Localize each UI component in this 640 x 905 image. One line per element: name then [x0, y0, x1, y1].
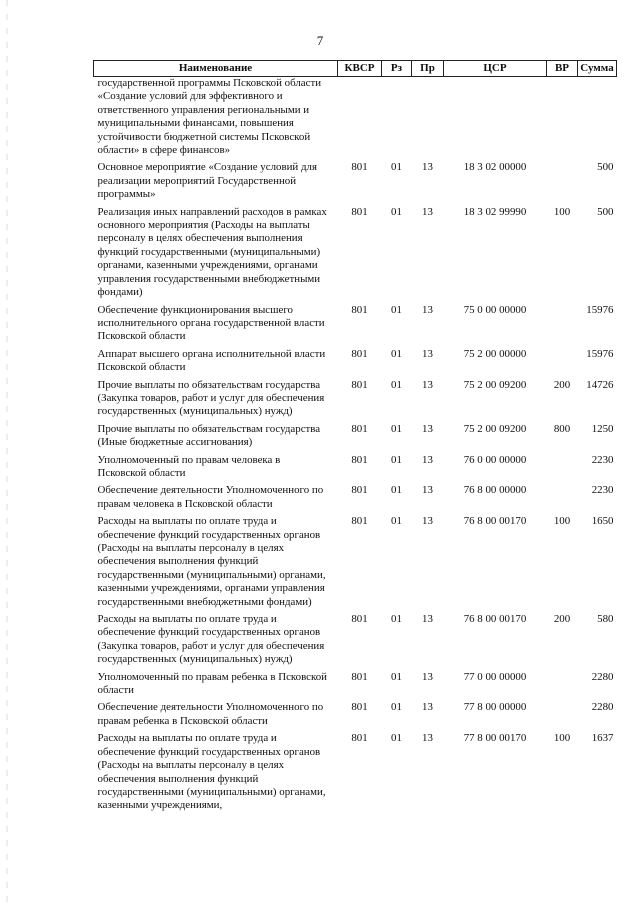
table-row — [94, 450, 617, 481]
row-rz-cell: 01 — [391, 422, 402, 435]
row-kvsr-cell: 801 — [351, 347, 368, 360]
row-rz-cell: 01 — [391, 205, 402, 218]
table-row — [94, 728, 617, 812]
row-rz-cell: 01 — [391, 161, 402, 174]
row-sum-cell: 500 — [597, 161, 614, 174]
row-vr-cell: 100 — [553, 515, 571, 528]
row-kvsr-cell: 801 — [351, 453, 368, 466]
row-pr-cell: 13 — [422, 347, 433, 360]
table-row — [94, 157, 617, 201]
row-rz-cell: 01 — [391, 515, 402, 528]
table-row — [94, 419, 617, 450]
row-name-cell: Расходы на выплаты по оплате труда и обеспечение функций государственных органов (Закупка товаров, работ и услуг для обеспечения государственных (муниципальных) нужд) — [97, 613, 325, 666]
row-kvsr-cell: 801 — [351, 205, 368, 218]
row-kvsr-cell: 801 — [351, 515, 368, 528]
row-sum-cell: 500 — [597, 205, 614, 218]
budget-table — [93, 60, 617, 813]
row-sum-cell: 1650 — [591, 515, 614, 528]
row-csr-cell: 76 0 00 00000 — [463, 453, 527, 466]
row-pr-cell — [412, 77, 444, 158]
row-name-cell: Обеспечение деятельности Уполномоченного по правам ребенка в Псковской области — [97, 701, 324, 727]
row-sum-cell: 14726 — [586, 378, 614, 391]
row-vr-cell — [547, 450, 578, 481]
row-vr-cell — [547, 697, 578, 728]
row-csr-cell: 18 3 02 00000 — [463, 161, 527, 174]
table-row — [94, 77, 617, 158]
row-kvsr-cell: 801 — [351, 303, 368, 316]
row-vr-cell: 800 — [553, 422, 571, 435]
row-pr-cell: 13 — [422, 378, 433, 391]
row-pr-cell: 13 — [422, 303, 433, 316]
page-number: 7 — [316, 33, 324, 48]
row-name-cell: Обеспечение деятельности Уполномоченного по правам человека в Псковской области — [97, 484, 324, 510]
row-pr-cell: 13 — [422, 453, 433, 466]
header-name: Наименование — [94, 61, 338, 77]
header-kvsr: КВСР — [338, 61, 382, 77]
table-header-row — [94, 61, 617, 77]
row-csr-cell: 75 2 00 09200 — [463, 378, 527, 391]
row-vr-cell — [547, 344, 578, 375]
row-pr-cell: 13 — [422, 484, 433, 497]
row-vr-cell: 200 — [553, 378, 571, 391]
table-row — [94, 697, 617, 728]
row-name-cell: Прочие выплаты по обязательствам государства (Закупка товаров, работ и услуг для обеспечения государственных (муниципальных) нужд) — [97, 378, 325, 418]
header-pr: Пр — [412, 61, 444, 77]
row-rz-cell: 01 — [391, 670, 402, 683]
row-sum-cell: 15976 — [586, 303, 614, 316]
row-rz-cell: 01 — [391, 484, 402, 497]
scan-edge-marks — [6, 0, 8, 905]
row-name-cell: Уполномоченный по правам ребенка в Псковской области — [97, 670, 328, 697]
row-sum-cell — [578, 77, 617, 158]
row-kvsr-cell: 801 — [351, 732, 368, 745]
row-csr-cell: 76 8 00 00170 — [463, 515, 527, 528]
row-pr-cell: 13 — [422, 670, 433, 683]
row-csr-cell: 75 2 00 09200 — [463, 422, 527, 435]
table-row — [94, 480, 617, 511]
row-pr-cell: 13 — [422, 422, 433, 435]
row-kvsr-cell: 801 — [351, 161, 368, 174]
row-rz-cell: 01 — [391, 378, 402, 391]
table-row — [94, 300, 617, 344]
row-vr-cell — [547, 300, 578, 344]
row-pr-cell: 13 — [422, 701, 433, 714]
row-name-cell: Расходы на выплаты по оплате труда и обеспечение функций государственных органов (Расходы на выплаты персоналу в целях обеспечения выполнения функций государственными (муниципальными) органами, казенными учреждениями, органами управления государственными внебюджетными фондами) — [97, 515, 326, 608]
row-pr-cell: 13 — [422, 732, 433, 745]
row-name-cell: Расходы на выплаты по оплате труда и обеспечение функций государственных органов (Расходы на выплаты персоналу в целях обеспечения выполнения функций государственными (муниципальными) органами, казенными учреждениями, — [97, 732, 326, 812]
row-csr-cell: 18 3 02 99990 — [463, 205, 527, 218]
row-kvsr-cell: 801 — [351, 613, 368, 626]
row-csr-cell: 77 8 00 00170 — [463, 732, 527, 745]
table-row — [94, 344, 617, 375]
row-sum-cell: 580 — [597, 613, 614, 626]
row-vr-cell: 100 — [553, 205, 571, 218]
row-kvsr-cell — [338, 77, 382, 158]
row-sum-cell: 1250 — [591, 422, 614, 435]
row-pr-cell: 13 — [422, 205, 433, 218]
row-csr-cell: 75 0 00 00000 — [463, 303, 527, 316]
row-sum-cell: 2280 — [591, 670, 614, 683]
header-vr: ВР — [547, 61, 578, 77]
row-csr-cell: 77 8 00 00000 — [463, 701, 527, 714]
row-name-cell: Уполномоченный по правам человека в Псковской области — [97, 453, 281, 479]
row-sum-cell: 15976 — [586, 347, 614, 360]
row-csr-cell: 77 0 00 00000 — [463, 670, 527, 683]
row-csr-cell — [444, 77, 547, 158]
row-kvsr-cell: 801 — [351, 701, 368, 714]
header-sum: Сумма — [578, 61, 617, 77]
row-sum-cell: 2230 — [591, 484, 614, 497]
row-name-cell: государственной программы Псковской области «Создание условий для эффективного и ответственного управления региональными и муниципальными финансами, повышения устойчивости бюджетной системы Псковской области» в сфере финансов» — [97, 77, 322, 157]
row-vr-cell: 200 — [553, 613, 571, 626]
row-csr-cell: 75 2 00 00000 — [463, 347, 527, 360]
row-rz-cell: 01 — [391, 732, 402, 745]
row-vr-cell — [547, 77, 578, 158]
row-vr-cell — [547, 157, 578, 201]
row-kvsr-cell: 801 — [351, 422, 368, 435]
row-rz-cell — [382, 77, 412, 158]
table-row — [94, 609, 617, 667]
row-sum-cell: 1637 — [591, 732, 614, 745]
table-row — [94, 667, 617, 698]
row-sum-cell: 2230 — [591, 453, 614, 466]
row-name-cell: Реализация иных направлений расходов в рамках основного мероприятия (Расходы на выплаты персоналу в целях обеспечения выполнения функций государственными (муниципальными) органами, казенными учреждениями, органами управления государственными внебюджетными фондами) — [97, 205, 327, 299]
row-kvsr-cell: 801 — [351, 670, 368, 683]
header-csr: ЦСР — [444, 61, 547, 77]
row-name-cell: Прочие выплаты по обязательствам государства (Иные бюджетные ассигнования) — [97, 422, 321, 449]
table-row — [94, 202, 617, 300]
row-name-cell: Обеспечение функционирования высшего исполнительного органа государственной власти Псковской области — [97, 303, 325, 343]
header-rz: Рз — [382, 61, 412, 77]
row-kvsr-cell: 801 — [351, 484, 368, 497]
row-rz-cell: 01 — [391, 613, 402, 626]
row-pr-cell: 13 — [422, 613, 433, 626]
table-row — [94, 511, 617, 609]
row-csr-cell: 76 8 00 00000 — [463, 484, 527, 497]
row-name-cell: Аппарат высшего органа исполнительной власти Псковской области — [97, 347, 326, 374]
table-row — [94, 375, 617, 419]
row-rz-cell: 01 — [391, 303, 402, 316]
row-vr-cell — [547, 667, 578, 698]
row-csr-cell: 76 8 00 00170 — [463, 613, 527, 626]
row-sum-cell: 2280 — [591, 701, 614, 714]
row-pr-cell: 13 — [422, 515, 433, 528]
row-rz-cell: 01 — [391, 453, 402, 466]
row-rz-cell: 01 — [391, 701, 402, 714]
row-vr-cell — [547, 480, 578, 511]
row-pr-cell: 13 — [422, 161, 433, 174]
row-name-cell: Основное мероприятие «Создание условий для реализации мероприятий Государственной программы» — [97, 161, 317, 201]
row-vr-cell: 100 — [553, 732, 571, 745]
row-kvsr-cell: 801 — [351, 378, 368, 391]
row-rz-cell: 01 — [391, 347, 402, 360]
